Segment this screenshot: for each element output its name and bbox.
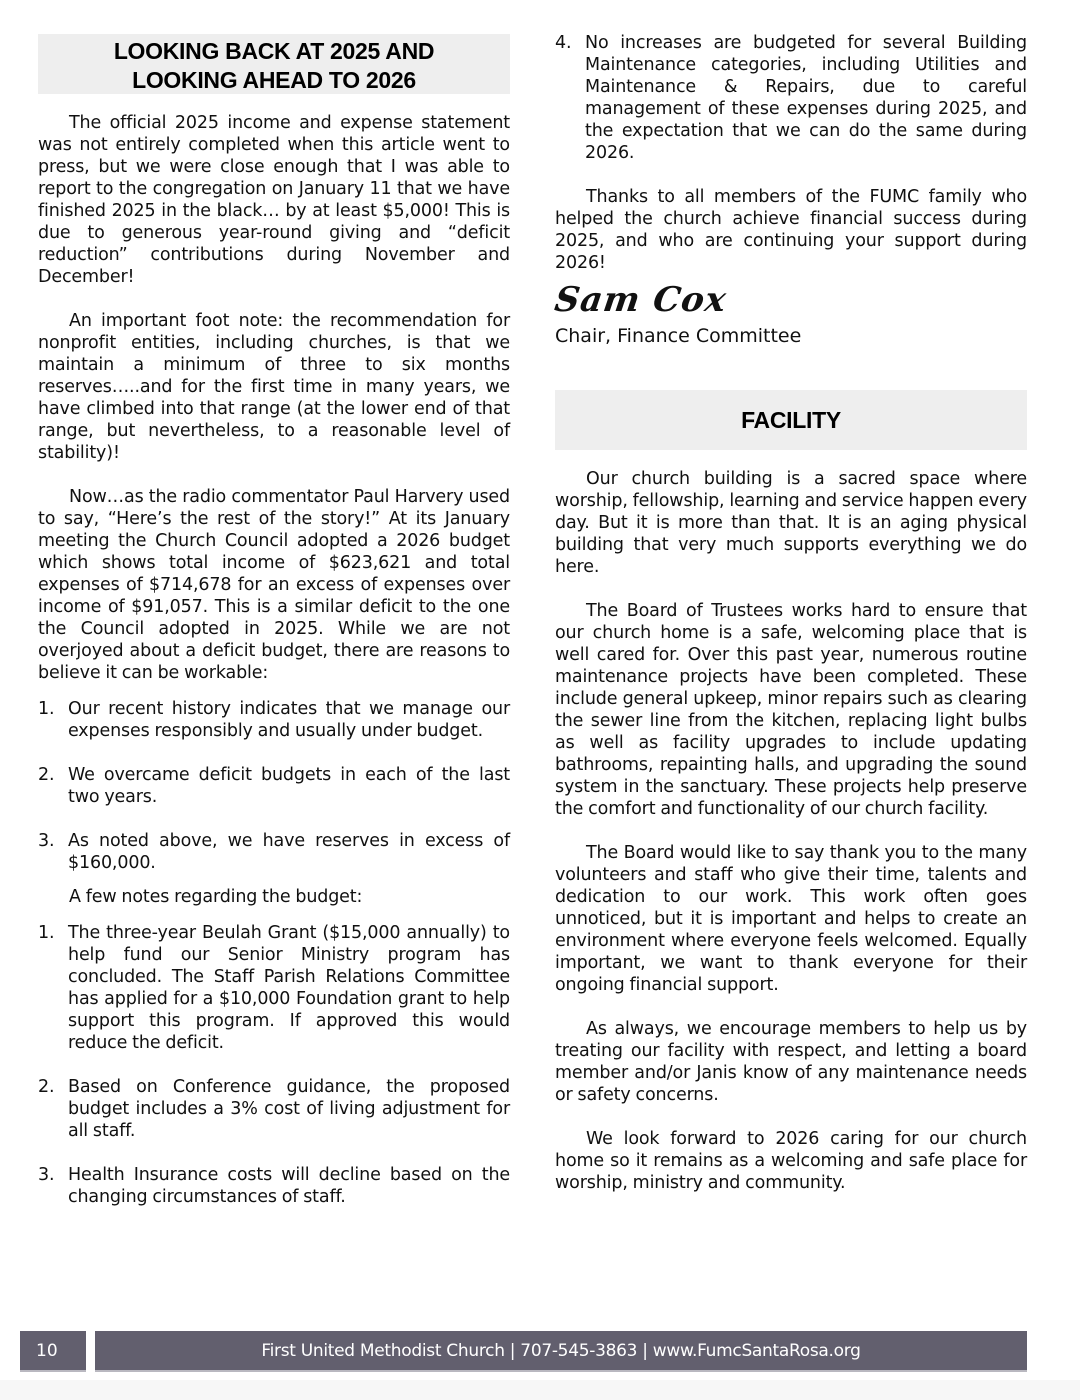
list-item [38,922,510,1054]
signature-title: Chair, Finance Committee [555,325,802,347]
page-number: 10 [20,1331,86,1372]
notes-intro: A few notes regarding the budget: [69,887,363,907]
list-item [38,1164,510,1208]
budget-notes-list-continued [555,32,1027,164]
header-line-1: LOOKING BACK AT 2025 AND [113,38,435,64]
reasons-list [38,698,510,874]
list-text: We overcame deficit budgets in each of the last two years. [68,765,510,807]
list-text: As noted above, we have reserves in excess of $160,000. [68,831,510,873]
section-header-looking-back [38,34,510,94]
list-text: Health Insurance costs will decline based on the changing circumstances of staff. [68,1165,510,1207]
budget-notes-list [38,922,510,1208]
paragraph-trustees: The Board of Trustees works hard to ensure that our church home is a safe, welcoming place that is well cared for. Over this past year, numerous routine maintenance projects have been completed. These include general upkeep, minor repairs such as clearing the sewer line from the kitchen, replacing light bulbs as well as facility upgrades to include updating bathrooms, repainting halls, and upgrading the sound system in the sanctuary. These projects help preserve the comfort and functionality of our church facility. [555,601,1027,819]
paragraph-2026-budget: Now…as the radio commentator Paul Harvery used to say, “Here’s the rest of the story!” At its January meeting the Church Council adopted a 2026 budget which shows total income of $623,621 and total expenses of $714,678 for an excess of expenses over income of $91,057. This is a similar deficit to the one the Council adopted in 2025. While we are not overjoyed about a deficit budget, there are reasons to believe it can be workable: [38,487,510,683]
list-text: Based on Conference guidance, the proposed budget includes a 3% cost of living adjustment for all staff. [68,1077,510,1141]
list-number: 1. [38,699,55,719]
list-number: 2. [38,1077,55,1097]
list-item [38,830,510,874]
list-text: No increases are budgeted for several Building Maintenance categories, including Utilities and Maintenance & Repairs, due to careful management of these expenses during 2025, and the expectation that we can do the same during 2026. [585,33,1027,163]
list-item [555,32,1027,164]
list-number: 2. [38,765,55,785]
list-text: The three-year Beulah Grant ($15,000 annually) to help fund our Senior Ministry program has concluded. The Staff Parish Relations Committee has applied for a $10,000 Foundation grant to help support this program. If approved this would reduce the deficit. [68,923,510,1053]
paragraph-encourage: As always, we encourage members to help us by treating our facility with respect, and letting a board member and/or Janis know of any maintenance needs or safety concerns. [555,1019,1027,1105]
list-number: 4. [555,33,572,53]
right-column [552,32,1027,1194]
list-number: 1. [38,923,55,943]
paragraph-look-forward: We look forward to 2026 caring for our church home so it remains as a welcoming and safe place for worship, ministry and community. [555,1129,1027,1193]
paragraph-2025-results: The official 2025 income and expense statement was not entirely completed when this article went to press, but we were close enough that I was able to report to the congregation on January 11 that we have finished 2025 in the black… by at least $5,000! This is due to generous year-round giving and “deficit reduction” contributions during November and December! [38,113,510,287]
list-item [38,698,510,742]
header-line-2: LOOKING AHEAD TO 2026 [132,67,416,93]
paragraph-board-thanks: The Board would like to say thank you to the many volunteers and staff who give their time, talents and dedication to our work. This work often goes unnoticed, but it is important and helps to create an environment where everyone feels welcomed. Equally important, we want to thank everyone for their ongoing financial support. [555,843,1027,995]
section-header-facility: FACILITY [555,390,1027,450]
signature-name: Sam Cox [552,280,730,320]
list-number: 3. [38,831,55,851]
page-bottom-margin [0,1380,1080,1400]
paragraph-facility-intro: Our church building is a sacred space where worship, fellowship, learning and service happen every day. But it is more than that. It is an aging physical building that very much supports everything we do here. [555,469,1027,577]
footer-contact-bar: First United Methodist Church | 707-545-3863 | www.FumcSantaRosa.org [95,1331,1027,1372]
paragraph-thanks: Thanks to all members of the FUMC family who helped the church achieve financial success during 2025, and who are continuing your support during 2026! [555,187,1027,273]
list-text: Our recent history indicates that we manage our expenses responsibly and usually under budget. [68,699,510,741]
left-column [38,34,510,1230]
list-number: 3. [38,1165,55,1185]
list-item [38,764,510,808]
paragraph-reserves-note: An important foot note: the recommendation for nonprofit entities, including churches, is that we maintain a minimum of three to six months reserves…..and for the first time in many years, we have climbed into that range (at the lower end of that range, but nevertheless, to a reasonable level of stability)! [38,311,510,463]
list-item [38,1076,510,1142]
